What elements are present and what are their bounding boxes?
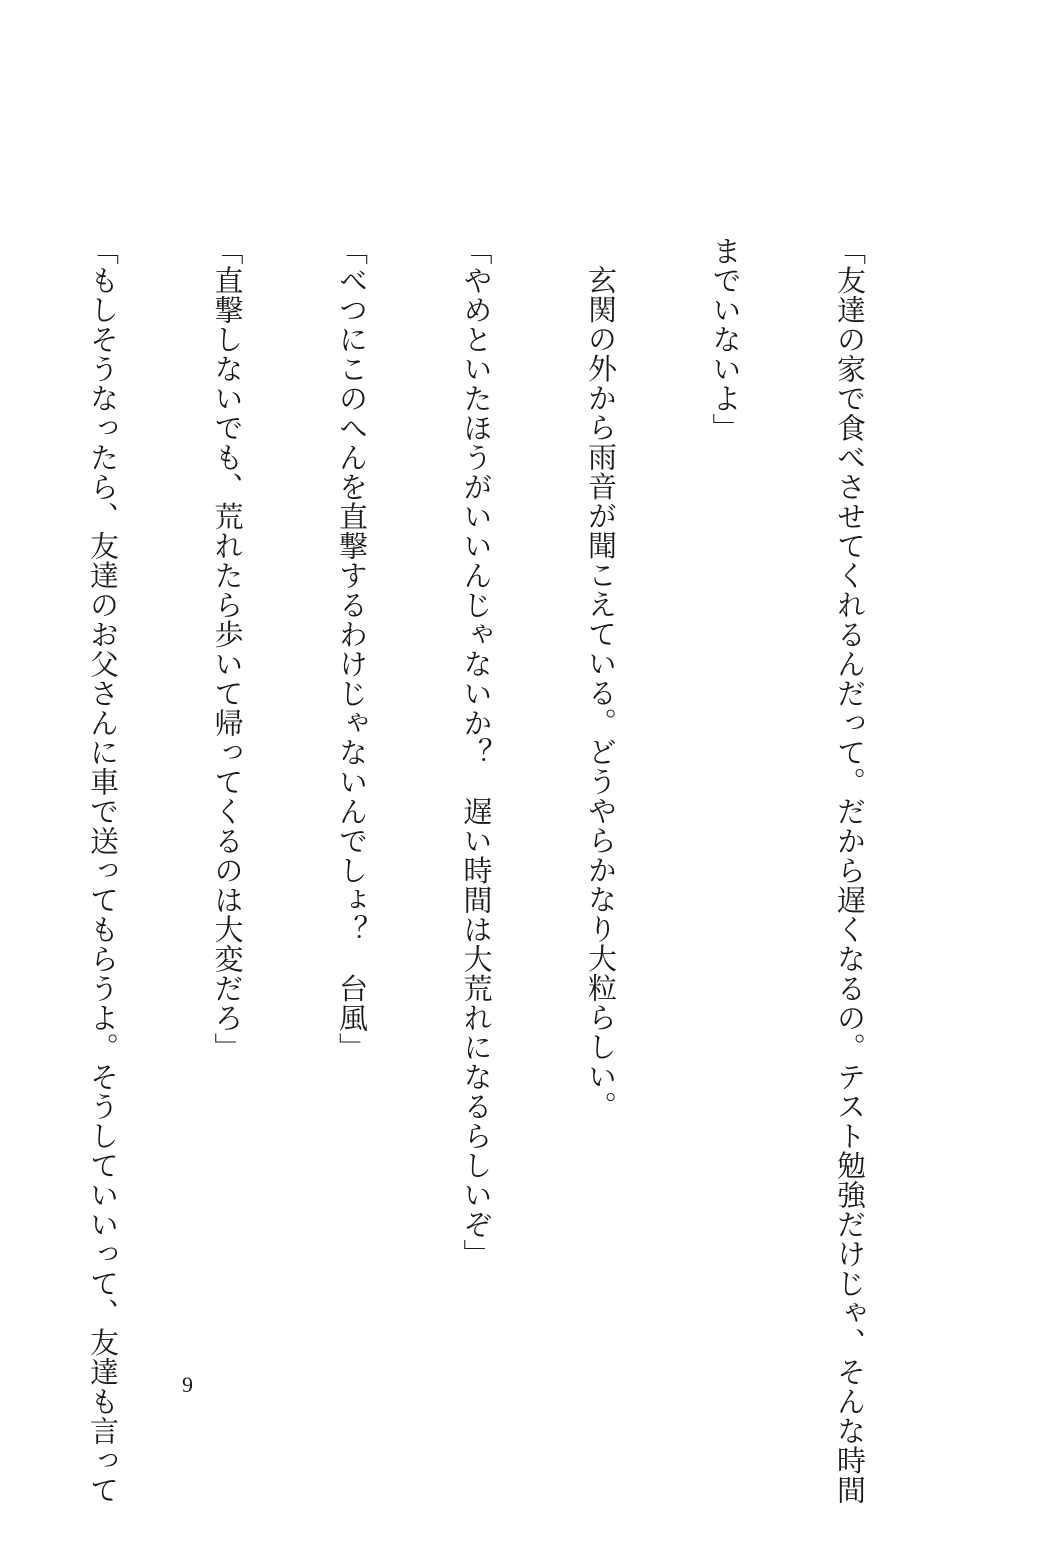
- text-line: 「やめといたほうがいいんじゃないか？ 遅い時間は大荒れになるらしいぞ」: [459, 236, 494, 1269]
- text-line: までいないよ」: [708, 236, 743, 443]
- text-line: 「直撃しないでも、荒れたら歩いて帰ってくるのは大変だろ」: [210, 236, 245, 1062]
- text-line: 「べつにこのへんを直撃するわけじゃないんでしょ？ 台風」: [335, 236, 369, 1062]
- text-line: 「もしそうなったら、友達のお父さんに車で送ってもらうよ。そうしていいって、友達も言って: [86, 236, 120, 1505]
- vertical-text-body: [86, 236, 953, 1505]
- text-line: 玄関の外から雨音が聞こえている。どうやらかなり大粒らしい。: [584, 265, 618, 1121]
- page-number: 9: [182, 1372, 193, 1397]
- text-line: 「友達の家で食べさせてくれるんだって。だから遅くなるの。テスト勉強だけじゃ、そんな時間: [833, 236, 867, 1505]
